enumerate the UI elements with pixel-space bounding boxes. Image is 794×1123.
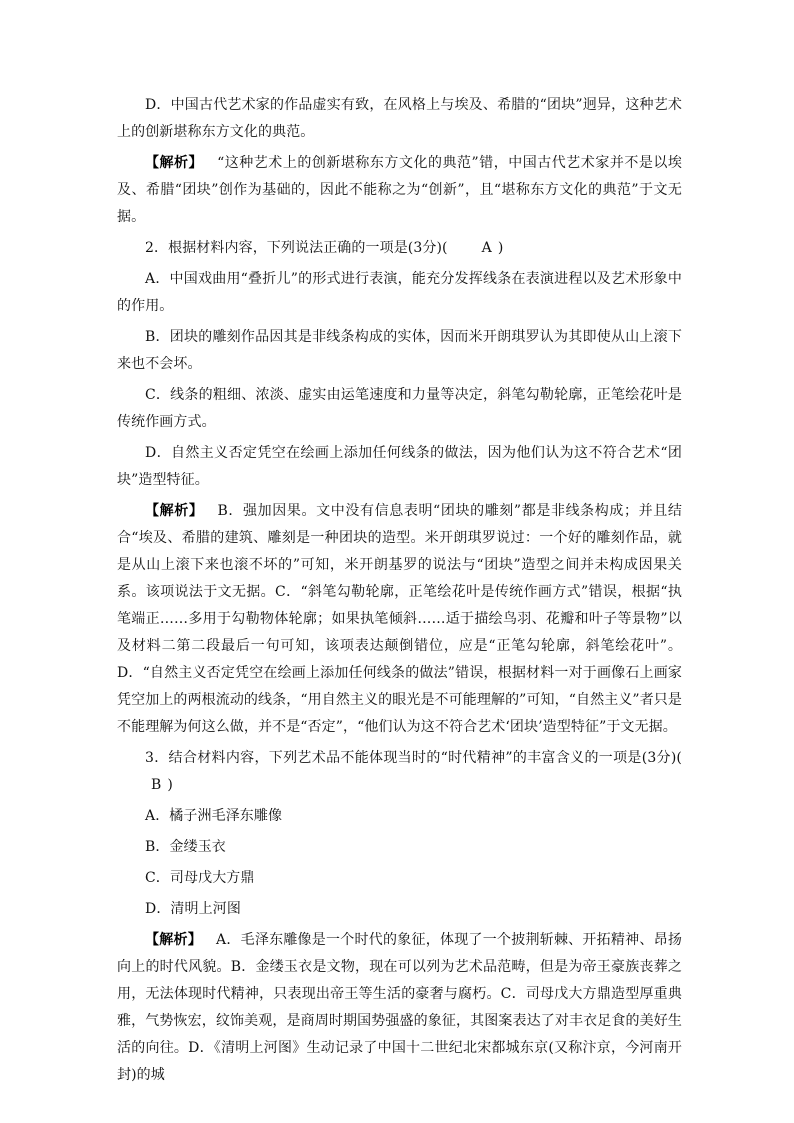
q2-option-d: D．自然主义否定凭空在绘画上添加任何线条的做法，因为他们认为这不符合艺术“团块”造型特征。 xyxy=(117,445,682,488)
q2-analysis xyxy=(117,498,682,741)
analysis-text: A．毛泽东雕像是一个时代的象征，体现了一个披荆斩棘、开拓精神、昂扬向上的时代风貌。B．金缕玉衣是文物，现在可以列为艺术品范畴，但是为帝王豪族丧葬之用，无法体现时代精神，只表现出帝王等生活的豪奢与腐朽。C．司母戊大方鼎造型厚重典雅，气势恢宏，纹饰美观，是商周时期国势强盛的象征，其图案表达了对丰衣足食的美好生活的向往。D．《清明上河图》生动记录了中国十二世纪北宋都城东京(又称汴京，今河南开封)的城 xyxy=(117,932,682,1083)
q2-answer: A xyxy=(481,240,492,256)
q3-stem: 3．结合材料内容，下列艺术品不能体现当时的“时代精神”的丰富含义的一项是(3分)(B ) xyxy=(117,745,682,799)
q1-option-d: D．中国古代艺术家的作品虚实有致，在风格上与埃及、希腊的“团块”迥异，这种艺术上的创新堪称东方文化的典范。 xyxy=(117,97,682,140)
q1-analysis xyxy=(117,150,682,231)
analysis-text: B．强加因果。文中没有信息表明“团块的雕刻”都是非线条构成；并且结合“埃及、希腊的建筑、雕刻是一种团块的造型。米开朗琪罗说过：一个好的雕刻作品，就是从山上滚下来也滚不坏的”可知，米开朗基罗的说法与“团块”造型之间并未构成因果关系。该项说法于文无据。C．“斜笔勾勒轮廓，正笔绘花叶是传统作画方式”错误，根据“执笔端正……多用于勾勒物体轮廓；如果执笔倾斜……适于描绘鸟羽、花瓣和叶子等景物”以及材料二第二段最后一句可知，该项表达颠倒错位，应是“正笔勾轮廓，斜笔绘花叶”。D．“自然主义否定凭空在绘画上添加任何线条的做法”错误，根据材料一对于画像石上画家凭空加上的两根流动的线条，“用自然主义的眼光是不可能理解的”可知，“自然主义”者只是不能理解为何这么做，并不是“否定”，“他们认为这不符合艺术‘团块’造型特征”于文无据。 xyxy=(117,503,682,735)
analysis-label: 【解析】 xyxy=(145,932,202,948)
analysis-text: “这种艺术上的创新堪称东方文化的典范”错，中国古代艺术家并不是以埃及、希腊“团块”创作为基础的，因此不能称之为“创新”，且“堪称东方文化的典范”于文无据。 xyxy=(117,155,682,225)
q2-option-c: C．线条的粗细、浓淡、虚实由运笔速度和力量等决定，斜笔勾勒轮廓，正笔绘花叶是传统作画方式。 xyxy=(117,387,682,430)
q2-stem: 2．根据材料内容，下列说法正确的一项是(3分)( A ) xyxy=(117,235,682,262)
q2-option-a: A．中国戏曲用“叠折儿”的形式进行表演，能充分发挥线条在表演进程以及艺术形象中的作用。 xyxy=(117,271,682,314)
q3-answer: B xyxy=(151,777,162,793)
q3-option-a: A．橘子洲毛泽东雕像 xyxy=(145,808,283,824)
q2-option-b: B．团块的雕刻作品因其是非线条构成的实体，因而米开朗琪罗认为其即使从山上滚下来也不会坏。 xyxy=(117,329,682,372)
q3-analysis xyxy=(117,927,682,1089)
document-body xyxy=(117,92,682,1093)
q3-option-d: D．清明上河图 xyxy=(145,901,241,917)
analysis-label: 【解析】 xyxy=(145,155,204,171)
q3-option-c: C．司母戊大方鼎 xyxy=(145,870,255,886)
analysis-label: 【解析】 xyxy=(145,503,204,519)
q3-option-b: B．金缕玉衣 xyxy=(145,839,226,855)
